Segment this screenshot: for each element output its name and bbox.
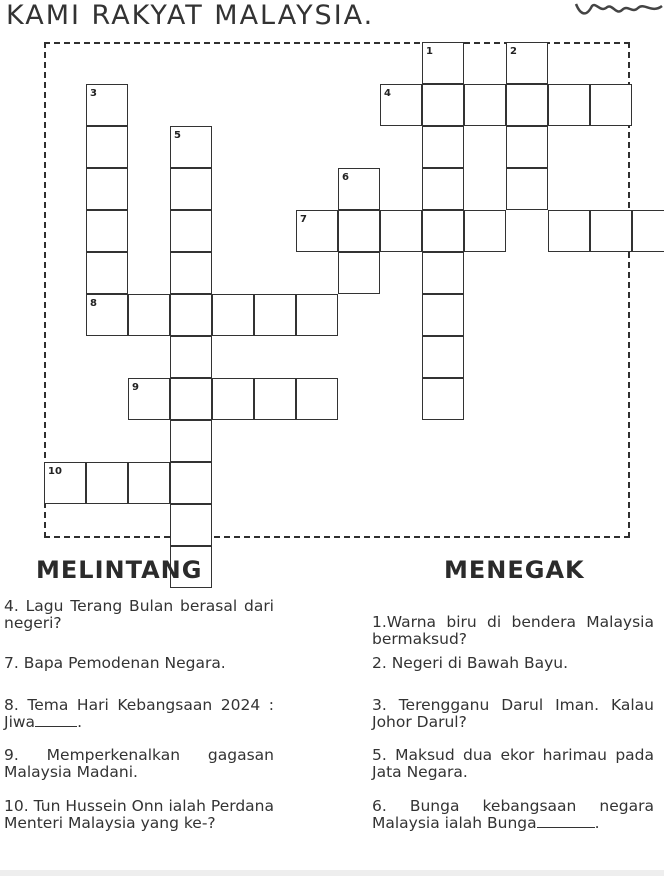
crossword-cell[interactable]	[170, 294, 212, 336]
crossword-cell[interactable]	[422, 336, 464, 378]
crossword-cell[interactable]	[212, 378, 254, 420]
down-clue-5: 5. Maksud dua ekor harimau pada Jata Negara.	[372, 746, 654, 781]
crossword-cell[interactable]	[128, 462, 170, 504]
clue-number: 5	[174, 130, 181, 141]
crossword-cell[interactable]	[548, 84, 590, 126]
crossword-cell[interactable]	[170, 252, 212, 294]
crossword-cell[interactable]	[254, 294, 296, 336]
clue-number: 1	[426, 46, 433, 57]
crossword-cell[interactable]	[86, 252, 128, 294]
across-clue-9: 9. Memperkenalkan gagasan Malaysia Madani.	[4, 746, 274, 781]
down-clue-2: 2. Negeri di Bawah Bayu.	[372, 654, 569, 672]
clue-number: 3	[90, 88, 97, 99]
crossword-cell[interactable]	[464, 84, 506, 126]
crossword-cell[interactable]	[548, 210, 590, 252]
down-clue-6-text: 6. Bunga kebangsaan negara Malaysia ialah Bunga	[372, 797, 654, 832]
crossword-cell[interactable]	[86, 462, 128, 504]
crossword-cell[interactable]	[422, 84, 464, 126]
crossword-cell[interactable]	[296, 294, 338, 336]
crossword-cell[interactable]	[212, 294, 254, 336]
across-clue-4: 4. Lagu Terang Bulan berasal dari negeri?	[4, 597, 274, 632]
crossword-cell[interactable]	[422, 378, 464, 420]
bottom-strip	[0, 870, 664, 876]
clue-number: 8	[90, 298, 97, 309]
clue-number: 4	[384, 88, 391, 99]
crossword-cell[interactable]	[422, 126, 464, 168]
crossword-cell[interactable]	[338, 252, 380, 294]
across-heading: MELINTANG	[36, 556, 203, 584]
crossword-cell[interactable]	[170, 420, 212, 462]
crossword-cell[interactable]	[86, 210, 128, 252]
crossword-cell[interactable]	[296, 378, 338, 420]
crossword-cell[interactable]	[170, 378, 212, 420]
crossword-cell[interactable]	[338, 210, 380, 252]
crossword-cell[interactable]	[422, 210, 464, 252]
crossword-cell[interactable]	[590, 210, 632, 252]
clue-number: 10	[48, 466, 62, 477]
crossword-cell[interactable]	[380, 210, 422, 252]
clue-number: 6	[342, 172, 349, 183]
crossword-cell[interactable]	[422, 168, 464, 210]
crossword-cell[interactable]	[170, 168, 212, 210]
clue-number: 2	[510, 46, 517, 57]
clue-number: 9	[132, 382, 139, 393]
crossword-cell[interactable]	[170, 462, 212, 504]
crossword-cell[interactable]	[86, 126, 128, 168]
crossword-cell[interactable]	[506, 84, 548, 126]
crossword-cell[interactable]	[86, 168, 128, 210]
answer-blank	[35, 726, 77, 727]
crossword-cell[interactable]	[170, 336, 212, 378]
crossword-cell[interactable]	[590, 84, 632, 126]
crossword-cell[interactable]	[422, 252, 464, 294]
decorative-swirl-icon	[572, 0, 664, 26]
crossword-cell[interactable]	[170, 210, 212, 252]
crossword-cell[interactable]	[632, 210, 664, 252]
down-clue-6	[372, 798, 654, 832]
crossword-cell[interactable]	[506, 126, 548, 168]
crossword-cell[interactable]	[506, 168, 548, 210]
down-heading: MENEGAK	[444, 556, 585, 584]
down-clue-1: 1.Warna biru di bendera Malaysia bermaksud?	[372, 613, 654, 648]
crossword-cell[interactable]	[422, 294, 464, 336]
across-clue-7: 7. Bapa Pemodenan Negara.	[4, 654, 226, 672]
clue-number: 7	[300, 214, 307, 225]
crossword-cell[interactable]	[128, 294, 170, 336]
across-clue-10: 10. Tun Hussein Onn ialah Perdana Menteri Malaysia yang ke-?	[4, 797, 274, 832]
across-clue-8	[4, 697, 274, 731]
page-title: KAMI RAKYAT MALAYSIA.	[6, 0, 375, 31]
across-clue-8-end: .	[77, 713, 82, 731]
crossword-cell[interactable]	[254, 378, 296, 420]
crossword-cell[interactable]	[170, 504, 212, 546]
answer-blank	[537, 827, 595, 828]
crossword-cell[interactable]	[464, 210, 506, 252]
down-clue-6-end: .	[594, 814, 600, 832]
down-clue-3: 3. Terengganu Darul Iman. Kalau Johor Darul?	[372, 696, 654, 731]
across-clue-8-text: 8. Tema Hari Kebangsaan 2024 : Jiwa	[4, 696, 274, 731]
